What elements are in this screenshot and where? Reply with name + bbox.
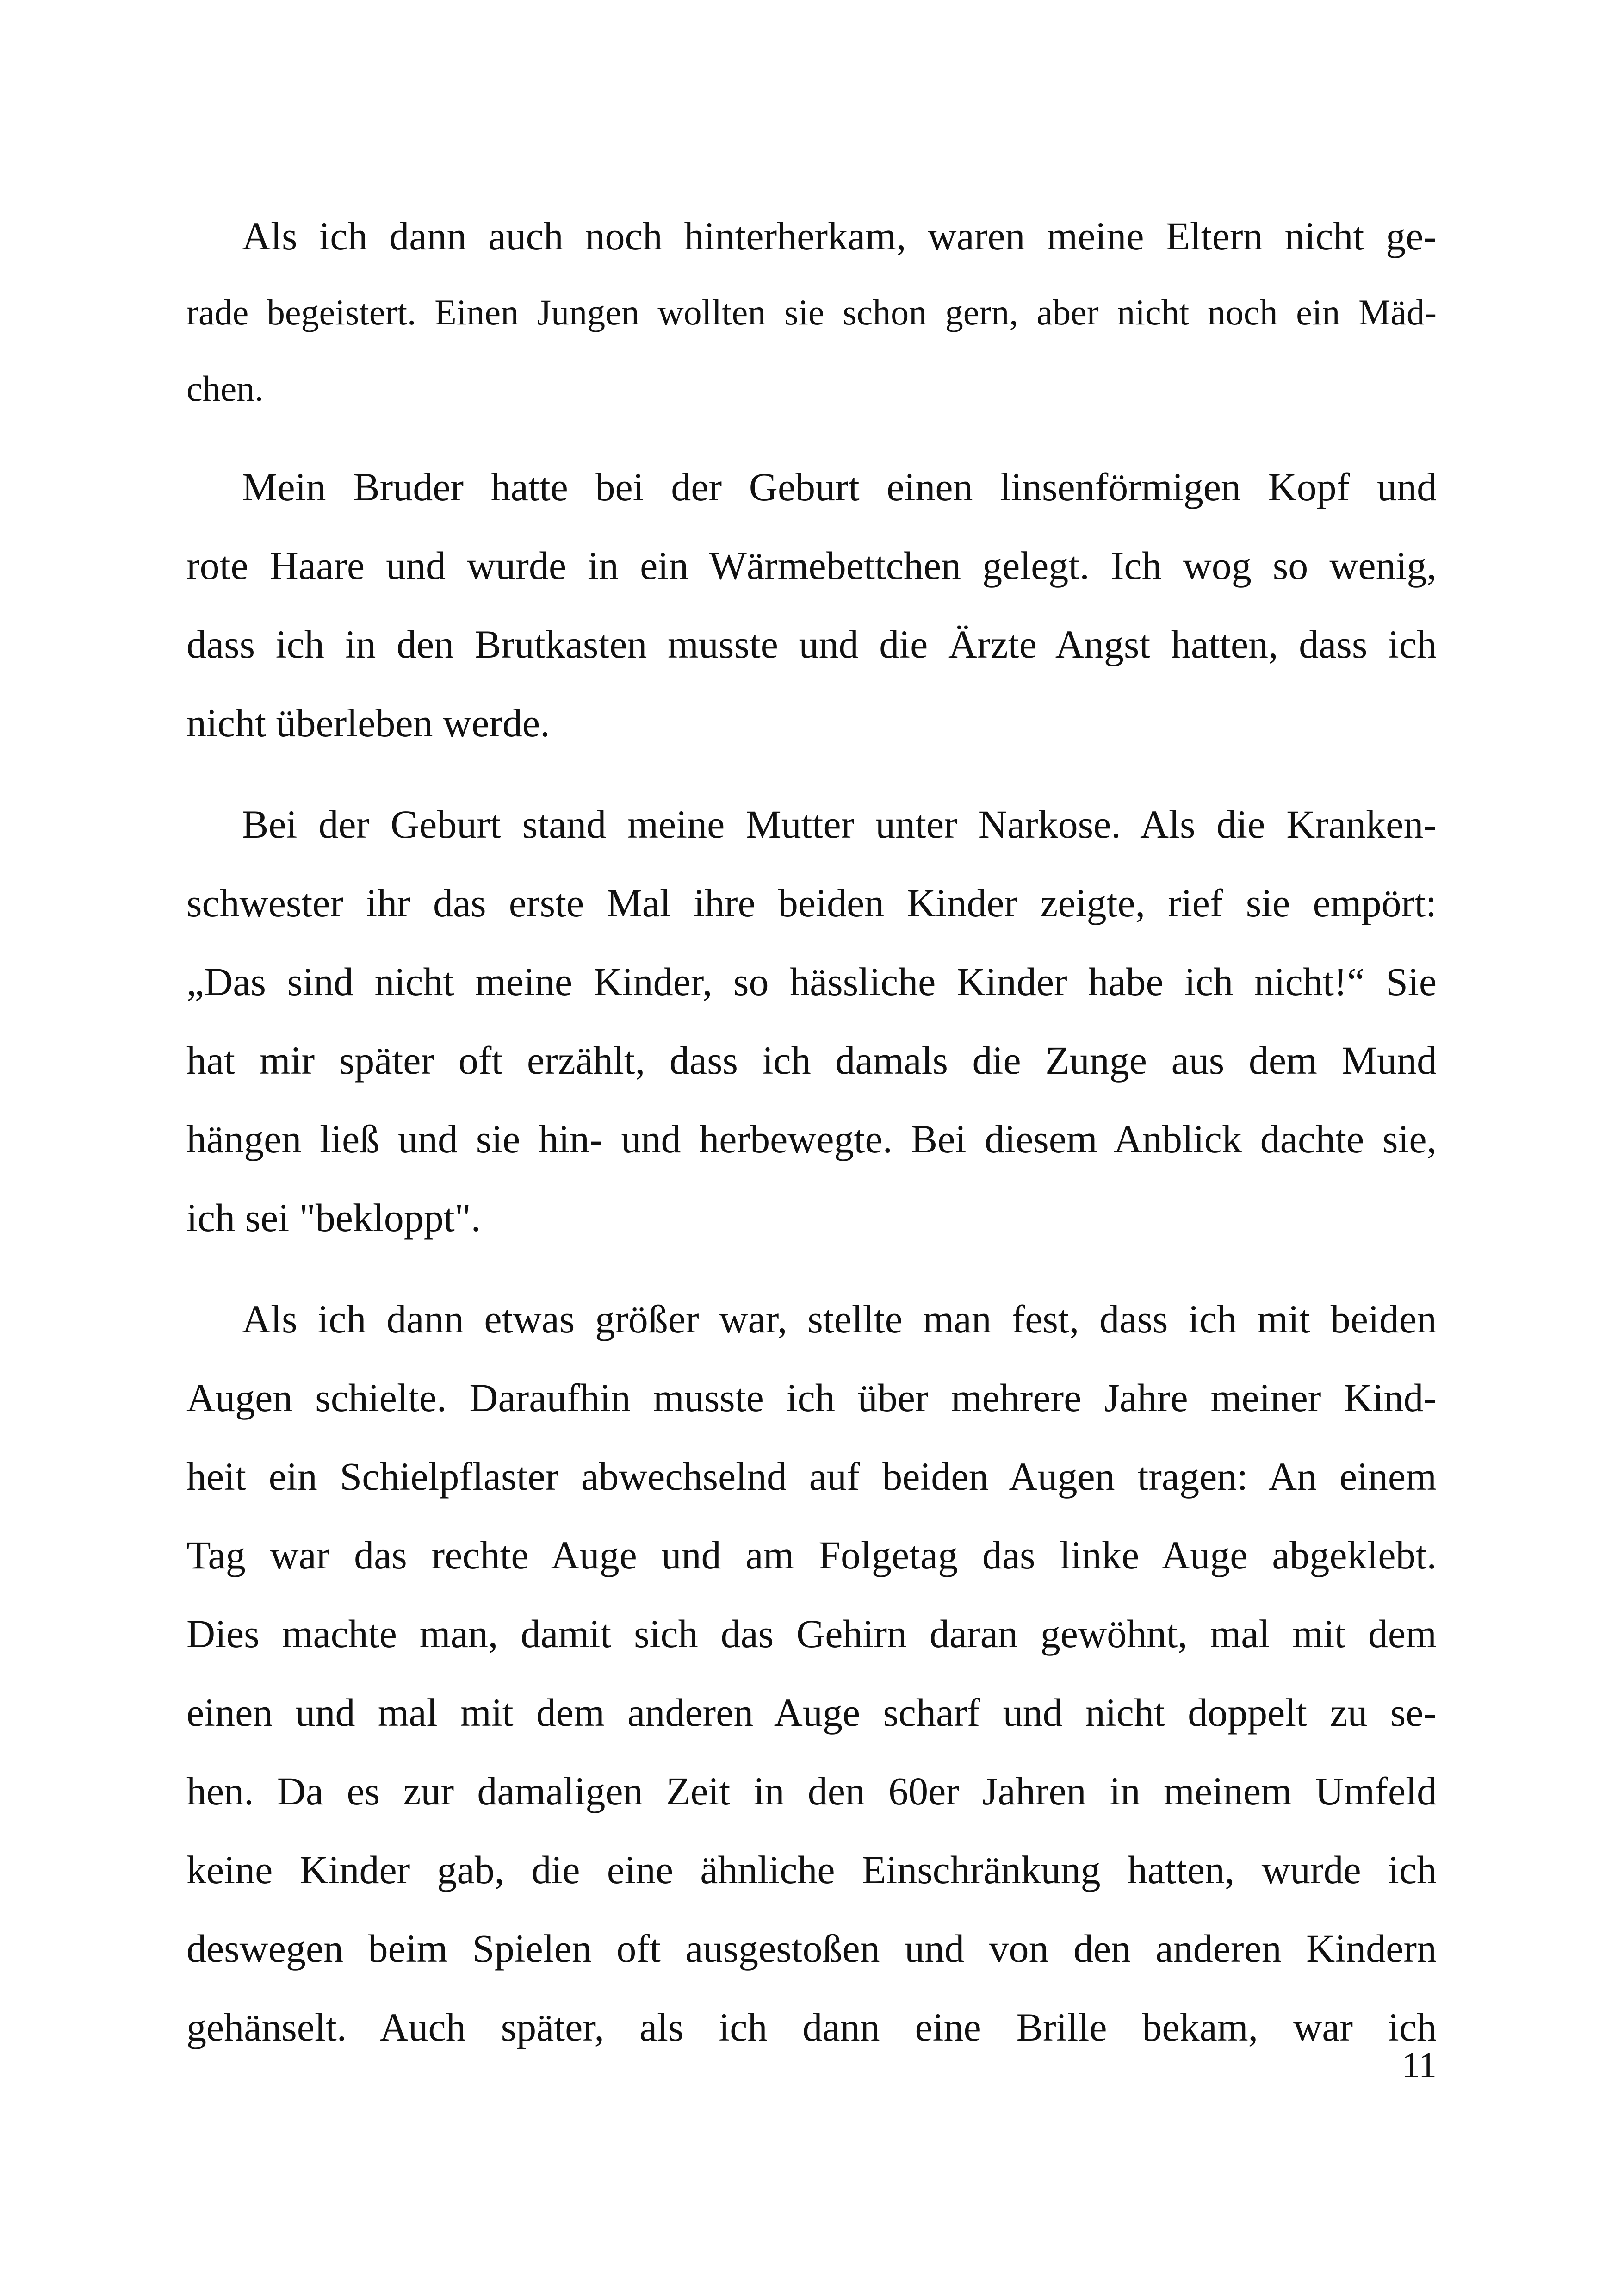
paragraph-3-line-4: hat mir später oft erzählt, dass ich damals die Zunge aus dem Mund — [186, 1038, 1437, 1083]
paragraph-2-line-1: Mein Bruder hatte bei der Geburt einen linsenförmigen Kopf und — [242, 465, 1437, 509]
paragraph-2-line-2: rote Haare und wurde in ein Wärmebettchen gelegt. Ich wog so wenig, — [186, 543, 1437, 588]
paragraph-1-line-2: rade begeistert. Einen Jungen wollten sie schon gern, aber nicht noch ein Mäd- — [186, 292, 1437, 332]
paragraph-1-line-3: chen. — [186, 368, 264, 409]
paragraph-4-line-10: gehänselt. Auch später, als ich dann eine Brille bekam, war ich — [186, 2005, 1437, 2049]
paragraph-4-line-9: deswegen beim Spielen oft ausgestoßen und von den anderen Kindern — [186, 1926, 1437, 1971]
paragraph-2-line-3: dass ich in den Brutkasten musste und die Ärzte Angst hatten, dass ich — [186, 622, 1437, 666]
paragraph-4-line-6: einen und mal mit dem anderen Auge scharf und nicht doppelt zu se- — [186, 1690, 1437, 1735]
paragraph-4-line-7: hen. Da es zur damaligen Zeit in den 60er Jahren in meinem Umfeld — [186, 1769, 1437, 1813]
paragraph-4-line-1: Als ich dann etwas größer war, stellte man fest, dass ich mit beiden — [242, 1297, 1437, 1341]
paragraph-3-line-6: ich sei "bekloppt". — [186, 1195, 481, 1240]
paragraph-4-line-8: keine Kinder gab, die eine ähnliche Einschränkung hatten, wurde ich — [186, 1848, 1437, 1892]
paragraph-3-line-2: schwester ihr das erste Mal ihre beiden Kinder zeigte, rief sie empört: — [186, 881, 1437, 925]
paragraph-3-line-3: „Das sind nicht meine Kinder, so hässliche Kinder habe ich nicht!“ Sie — [186, 959, 1437, 1004]
page-number: 11 — [1401, 2045, 1437, 2085]
paragraph-4-line-5: Dies machte man, damit sich das Gehirn daran gewöhnt, mal mit dem — [186, 1612, 1437, 1656]
paragraph-4-line-2: Augen schielte. Daraufhin musste ich über mehrere Jahre meiner Kind- — [186, 1375, 1437, 1420]
paragraph-4-line-3: heit ein Schielpflaster abwechselnd auf beiden Augen tragen: An einem — [186, 1454, 1437, 1499]
paragraph-2-line-4: nicht überleben werde. — [186, 701, 550, 745]
paragraph-4-line-4: Tag war das rechte Auge und am Folgetag das linke Auge abgeklebt. — [186, 1533, 1437, 1577]
paragraph-3-line-5: hängen ließ und sie hin- und herbewegte. Bei diesem Anblick dachte sie, — [186, 1117, 1437, 1161]
paragraph-3-line-1: Bei der Geburt stand meine Mutter unter Narkose. Als die Kranken- — [242, 802, 1437, 846]
paragraph-1-line-1: Als ich dann auch noch hinterherkam, waren meine Eltern nicht ge- — [242, 214, 1437, 258]
